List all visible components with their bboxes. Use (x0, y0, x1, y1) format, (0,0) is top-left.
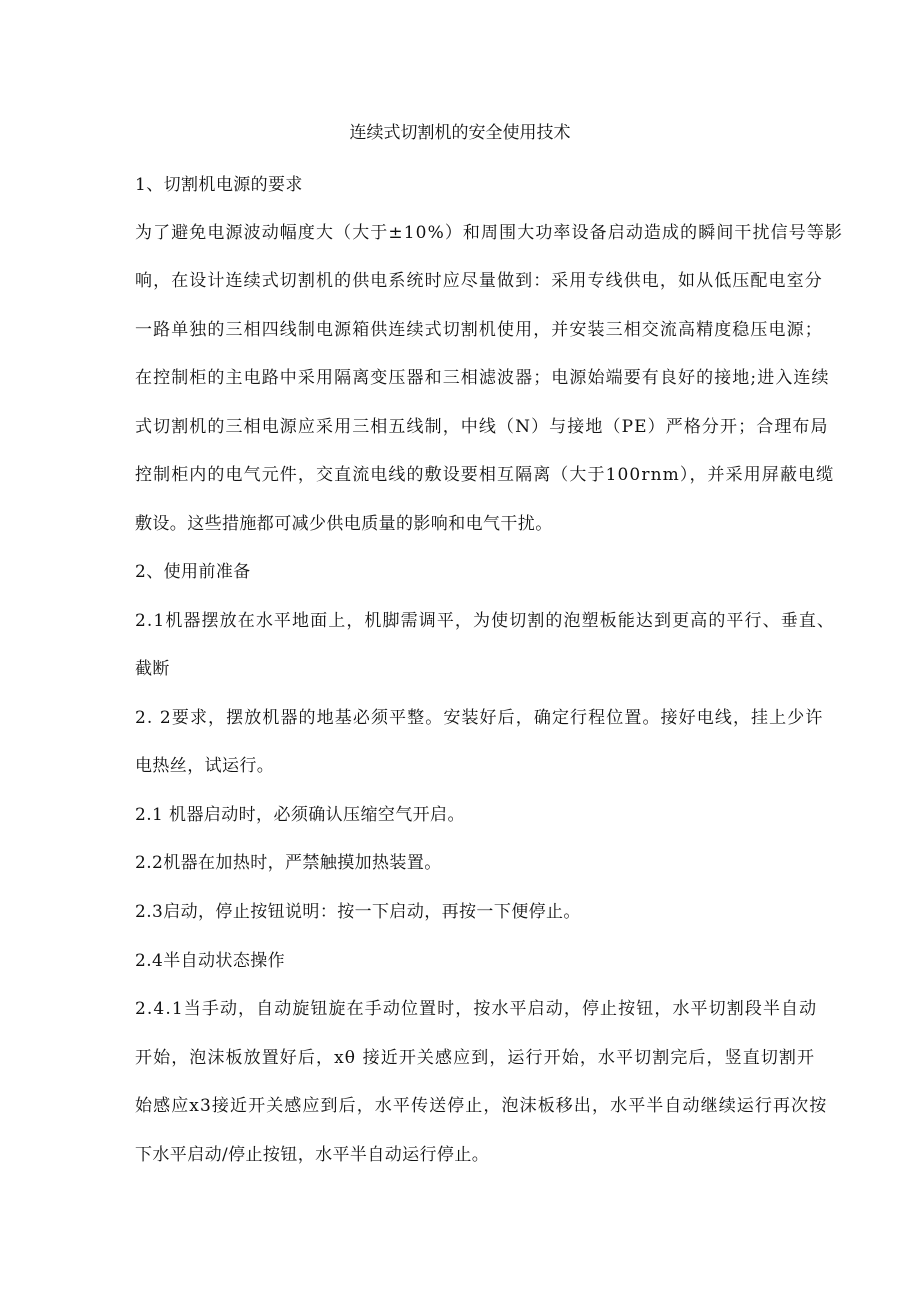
paragraph-line: 2.3启动，停止按钮说明：按一下启动，再按一下便停止。 (135, 902, 581, 922)
paragraph-line: 2.2机器在加热时，严禁触摸加热装置。 (135, 853, 442, 873)
section-subheading: 2.4半自动状态操作 (135, 951, 286, 971)
paragraph-line: 开始，泡沫板放置好后，xθ 接近开关感应到，运行开始，水平切割完后，竖直切割开 (135, 1048, 816, 1068)
paragraph-line: 在控制柜的主电路中采用隔离变压器和三相滤波器；电源始端要有良好的接地;进入连续 (135, 368, 830, 388)
paragraph-line: 控制柜内的电气元件，交直流电线的敷设要相互隔离（大于100rnm），并采用屏蔽电缆 (135, 465, 835, 485)
paragraph-line: 电热丝，试运行。 (135, 756, 275, 776)
paragraph-line: 下水平启动/停止按钮，水平半自动运行停止。 (135, 1145, 490, 1165)
section-heading-preparation: 2、使用前准备 (135, 562, 251, 582)
paragraph-line: 为了避免电源波动幅度大（大于±10%）和周围大功率设备启动造成的瞬间干扰信号等影 (135, 223, 844, 243)
paragraph-line: 一路单独的三相四线制电源箱供连续式切割机使用，并安装三相交流高精度稳压电源； (135, 320, 823, 340)
paragraph-line: 始感应x3接近开关感应到后，水平传送停止，泡沫板移出，水平半自动继续运行再次按 (135, 1096, 828, 1116)
paragraph-line: 式切割机的三相电源应采用三相五线制，中线（N）与接地（PE）严格分开；合理布局 (135, 417, 829, 437)
paragraph-line: 截断 (135, 659, 170, 679)
section-heading-power-requirements: 1、切割机电源的要求 (135, 175, 303, 195)
paragraph-line: 敷设。这些措施都可减少供电质量的影响和电气干扰。 (135, 514, 553, 534)
paragraph-line: 2.1 机器启动时，必须确认压缩空气开启。 (135, 805, 465, 825)
paragraph-line: 2.1机器摆放在水平地面上，机脚需调平，为使切割的泡塑板能达到更高的平行、垂直、 (135, 611, 836, 631)
document-title: 连续式切割机的安全使用技术 (349, 123, 571, 143)
paragraph-line: 2. 2要求，摆放机器的地基必须平整。安装好后，确定行程位置。接好电线，挂上少许 (135, 708, 824, 728)
paragraph-line: 2.4.1当手动，自动旋钮旋在手动位置时，按水平启动，停止按钮，水平切割段半自动 (135, 999, 818, 1019)
paragraph-line: 响，在设计连续式切割机的供电系统时应尽量做到：采用专线供电，如从低压配电室分 (135, 271, 823, 291)
